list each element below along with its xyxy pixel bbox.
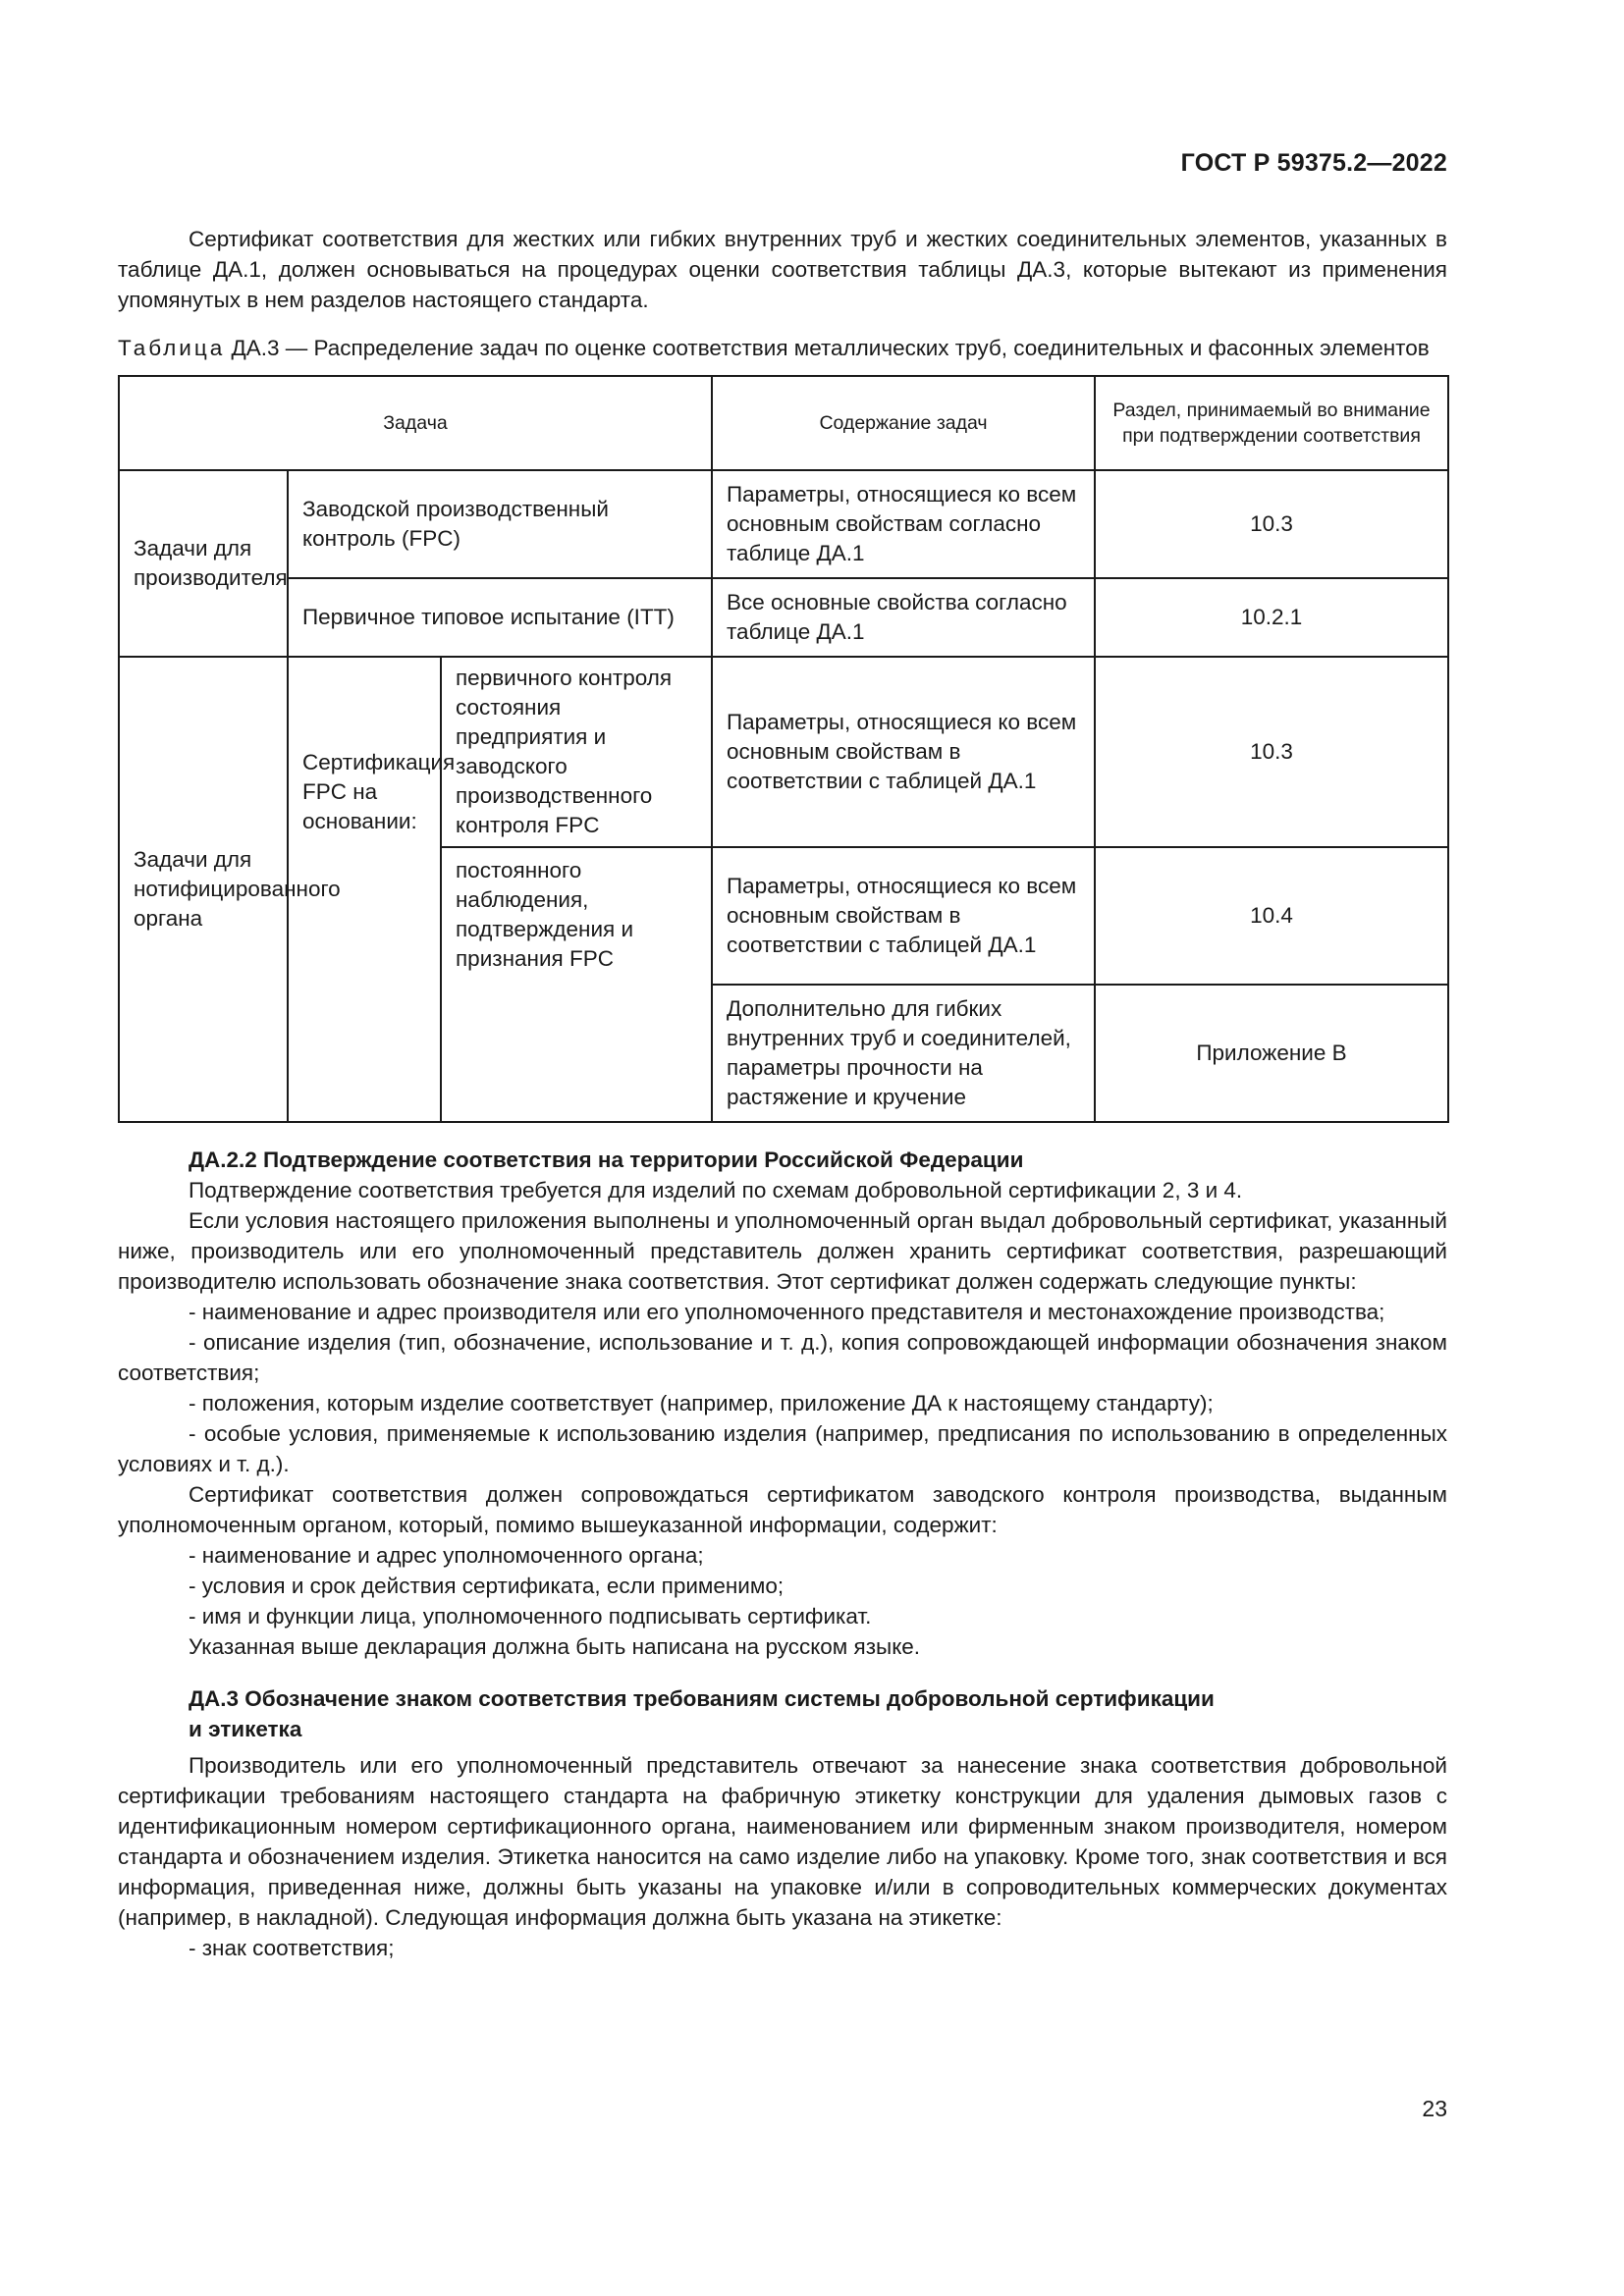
table-caption-label: Таблица (118, 336, 226, 360)
table-row (119, 578, 1448, 657)
list-item: - наименование и адрес уполномоченного органа; (189, 1543, 704, 1568)
section-da3-title-line2: и этикетка (189, 1717, 302, 1741)
notified-body-tasks-group: Задачи для нотифицированного органа (119, 657, 288, 1122)
fpc-certification-basis: Сертификация FPC на основании: (288, 657, 441, 1122)
list-item: - положения, которым изделие соответствует (например, приложение ДА к настоящему стандарту); (189, 1391, 1214, 1415)
section-da3-paragraph: Производитель или его уполномоченный представитель отвечают за нанесение знака соответствия добровольной сертификации требованиям настоящего стандарта на фабричную этикетку конструкции для удаления дымовых газов с идентификационным номером сертификационного органа, наименованием или фирменным знаком производителя, номером стандарта и обозначением изделия. Этикетка наносится на само изделие либо на упаковку. Кроме того, знак соответствия и вся информация, приведенная ниже, должны быть указаны на упаковке и/или в сопроводительных коммерческих документах (например, в накладной). Следующая информация должна быть указана на этикетке: (118, 1753, 1447, 1930)
initial-inspection-basis: первичного контроля состояния предприятия и заводского производственного контроля FPC (441, 657, 712, 847)
header-section: Раздел, принимаемый во внимание при подтверждении соответствия (1095, 376, 1448, 470)
fpc-task: Заводской производственный контроль (FPC) (288, 470, 712, 578)
fpc-content: Параметры, относящиеся ко всем основным свойствам согласно таблице ДА.1 (712, 470, 1095, 578)
section-da22-paragraph: Подтверждение соответствия требуется для изделий по схемам добровольной сертификации 2, 3 и 4. (189, 1178, 1243, 1202)
itt-task: Первичное типовое испытание (ITT) (288, 578, 712, 657)
flexible-pipes-section: Приложение В (1095, 985, 1448, 1122)
section-da22-paragraph: Если условия настоящего приложения выполнены и уполномоченный орган выдал добровольный сертификат, указанный ниже, производитель или его уполномоченный представитель должен хранить сертификат соответствия, разрешающий производителю использовать обозначение знака соответствия. Этот сертификат должен содержать следующие пункты: (118, 1208, 1447, 1294)
list-item: - условия и срок действия сертификата, если применимо; (189, 1574, 785, 1598)
continuous-surveillance-content: Параметры, относящиеся ко всем основным свойствам в соответствии с таблицей ДА.1 (712, 847, 1095, 985)
initial-inspection-section: 10.3 (1095, 657, 1448, 847)
section-da3-title-line1: ДА.3 Обозначение знаком соответствия требованиям системы добровольной сертификации (189, 1686, 1215, 1711)
page-number: 23 (1422, 2096, 1447, 2121)
table-caption (118, 333, 1447, 363)
itt-section: 10.2.1 (1095, 578, 1448, 657)
flexible-pipes-content: Дополнительно для гибких внутренних труб и соединителей, параметры прочности на растяжение и кручение (712, 985, 1095, 1122)
table-row (119, 657, 1448, 847)
list-item: - имя и функции лица, уполномоченного подписывать сертификат. (189, 1604, 872, 1629)
header-content: Содержание задач (712, 376, 1095, 470)
header-task: Задача (119, 376, 712, 470)
table-caption-text: ДА.3 — Распределение задач по оценке соответствия металлических труб, соединительных и фасонных элементов (225, 336, 1430, 360)
list-item: - особые условия, применяемые к использованию изделия (например, предписания по использованию в определенных условиях и т. д.). (118, 1421, 1447, 1476)
itt-content: Все основные свойства согласно таблице ДА.1 (712, 578, 1095, 657)
manufacturer-tasks-group: Задачи для производителя (119, 470, 288, 657)
section-da22-paragraph: Сертификат соответствия должен сопровождаться сертификатом заводского контроля производства, выданным уполномоченным органом, который, помимо вышеуказанной информации, содержит: (118, 1482, 1447, 1537)
table-row (119, 470, 1448, 578)
conformity-tasks-table (118, 375, 1449, 1123)
fpc-section: 10.3 (1095, 470, 1448, 578)
list-item: - описание изделия (тип, обозначение, использование и т. д.), копия сопровождающей информации обозначения знаком соответствия; (118, 1330, 1447, 1385)
section-da22-paragraph: Указанная выше декларация должна быть написана на русском языке. (189, 1634, 921, 1659)
page-content (118, 224, 1447, 1963)
continuous-surveillance-basis: постоянного наблюдения, подтверждения и признания FPC (441, 847, 712, 1122)
section-da3-title (118, 1683, 1447, 1744)
list-item: - знак соответствия; (189, 1936, 395, 1960)
initial-inspection-content: Параметры, относящиеся ко всем основным свойствам в соответствии с таблицей ДА.1 (712, 657, 1095, 847)
table-header-row (119, 376, 1448, 470)
intro-paragraph: Сертификат соответствия для жестких или гибких внутренних труб и жестких соединительных элементов, указанных в таблице ДА.1, должен основываться на процедурах оценки соответствия таблицы ДА.3, которые вытекают из применения упомянутых в нем разделов настоящего стандарта. (118, 227, 1447, 312)
continuous-surveillance-section: 10.4 (1095, 847, 1448, 985)
document-standard-number: ГОСТ Р 59375.2—2022 (1180, 149, 1447, 177)
list-item: - наименование и адрес производителя или его уполномоченного представителя и местонахождение производства; (189, 1300, 1385, 1324)
section-da22-title: ДА.2.2 Подтверждение соответствия на территории Российской Федерации (189, 1148, 1024, 1172)
